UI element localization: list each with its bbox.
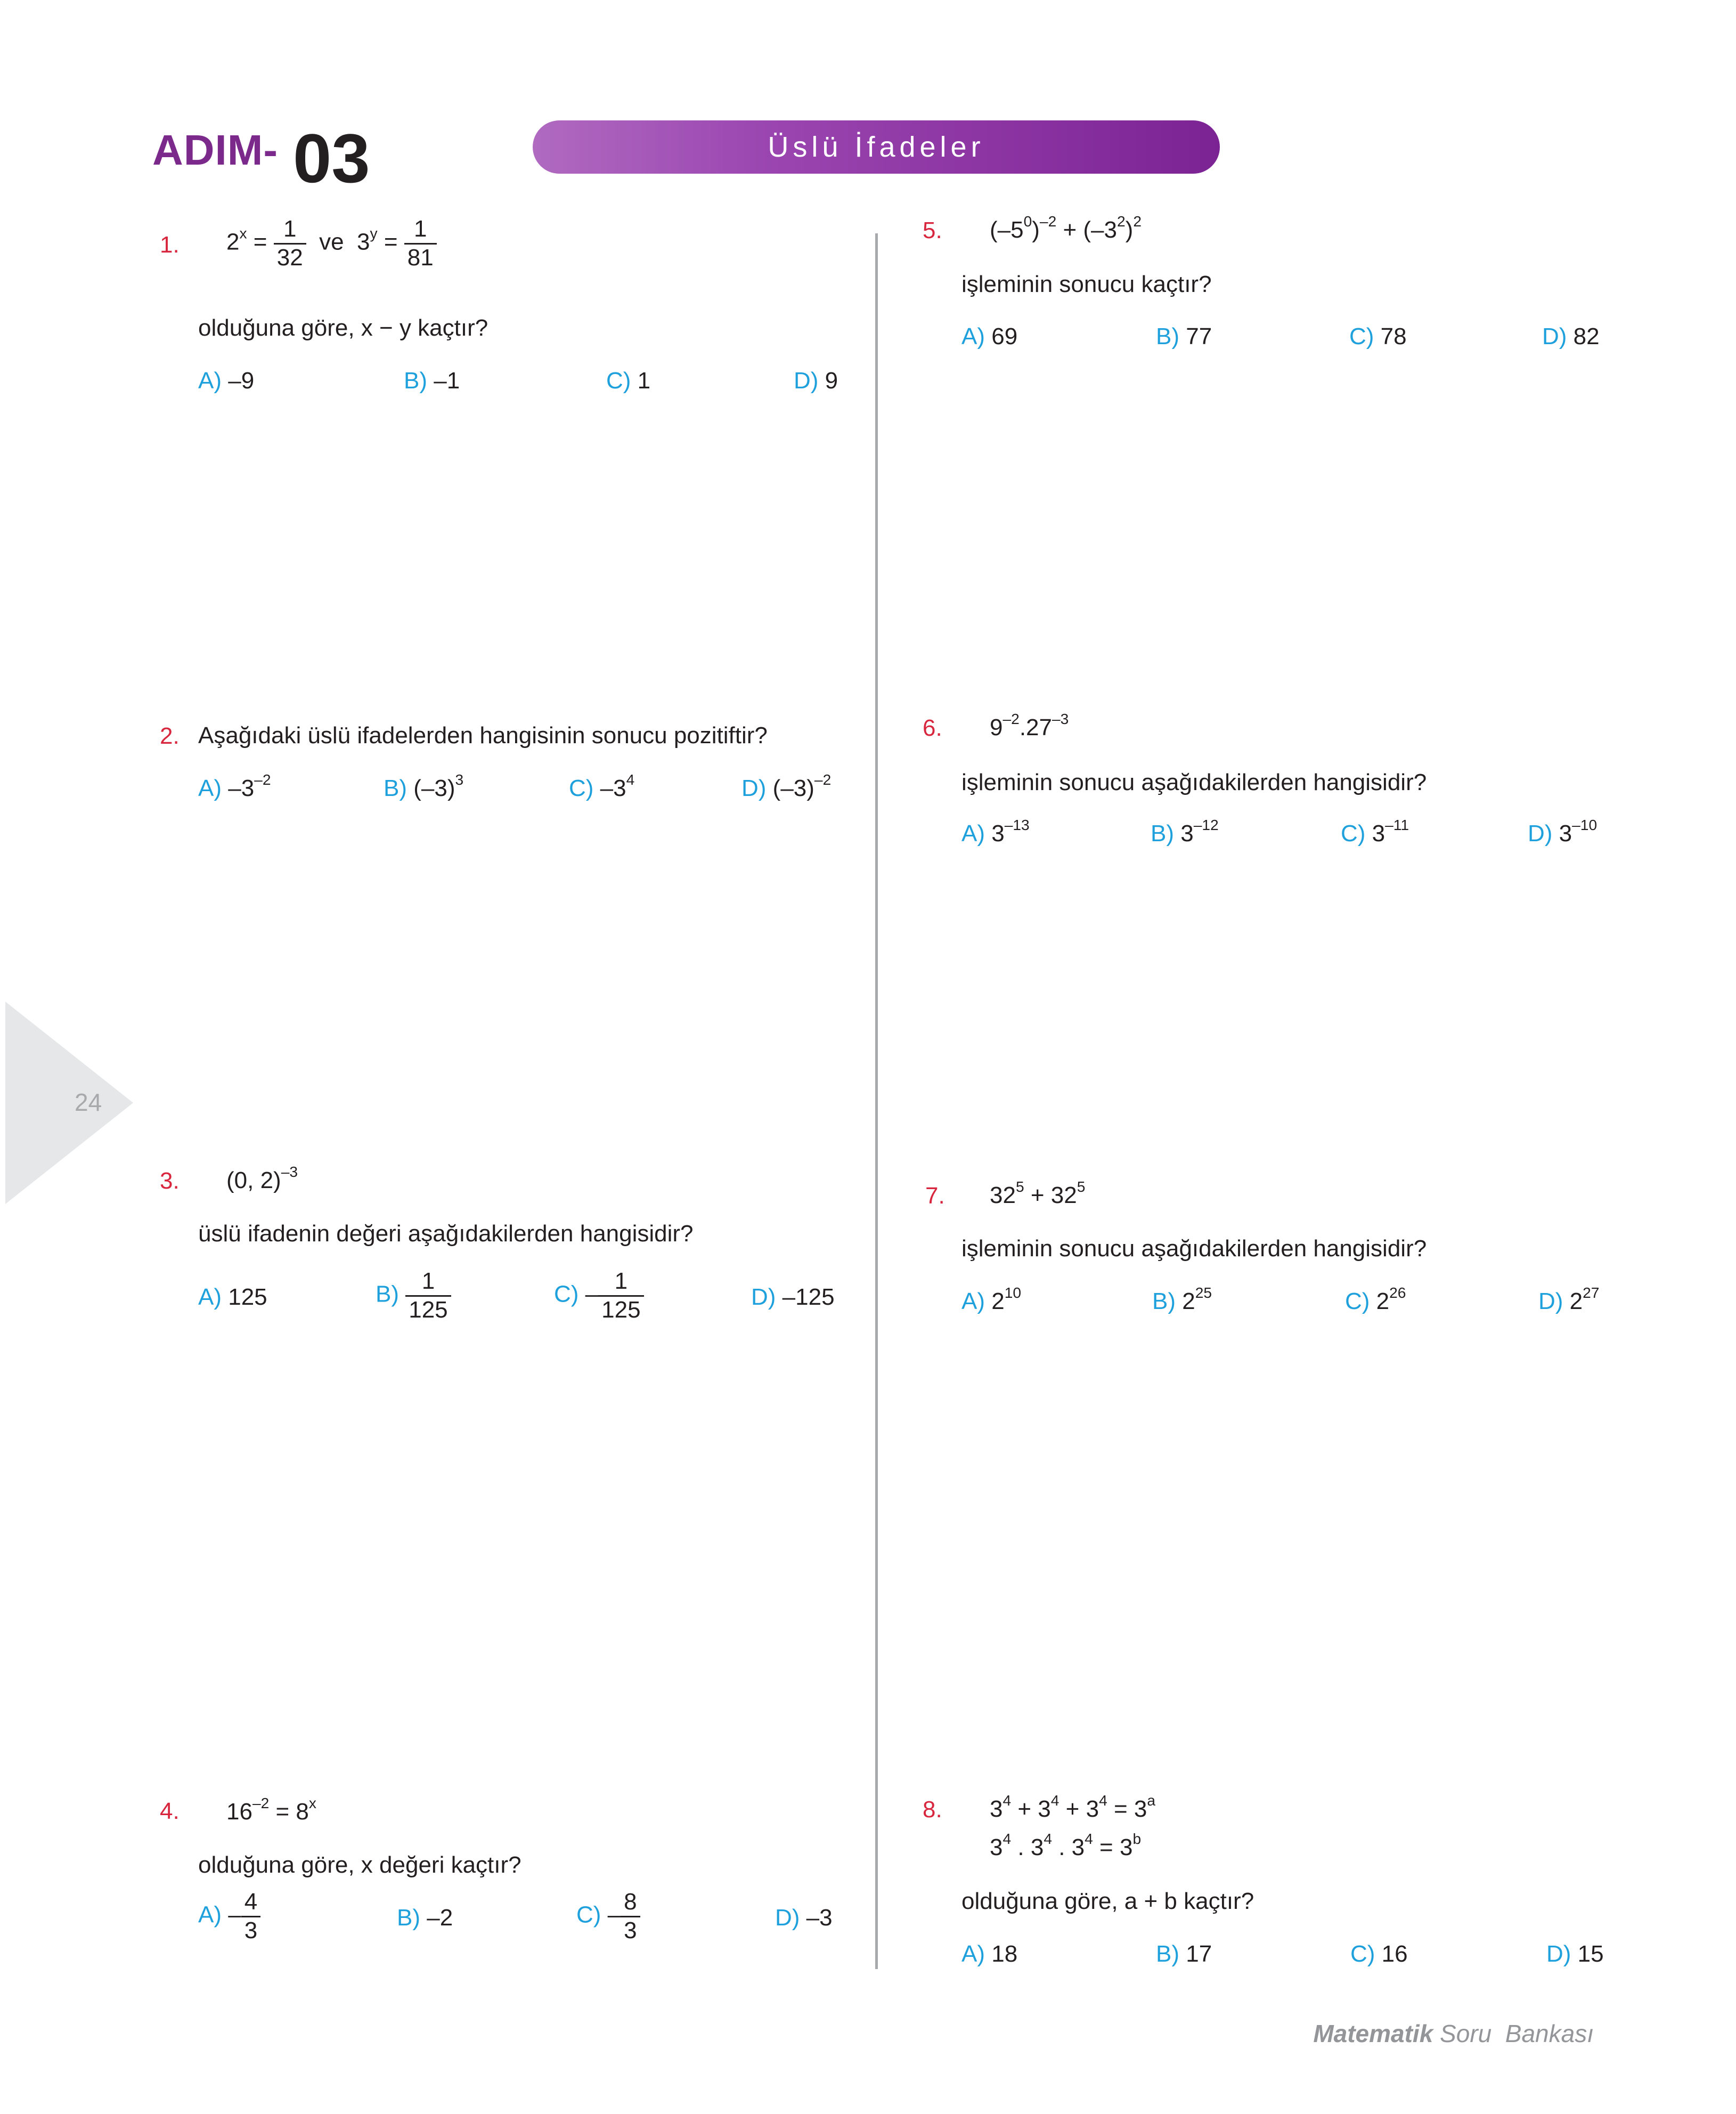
answer-option[interactable]: B) $(-3)^3$ — [384, 771, 464, 801]
answer-option[interactable]: C) $2^{26}$ — [1345, 1284, 1406, 1314]
answer-option[interactable]: A) $3^{-13}$ — [961, 816, 1030, 847]
question-number: 4. — [160, 1798, 180, 1824]
question-1-expression: $2^x$ = $\frac{1}{32}$ ve $3^y$ = $\frac{1}{81}$ — [226, 216, 437, 271]
question-6-text: işleminin sonucu aşağıdakilerden hangisidir? — [961, 769, 1427, 795]
page-number: 24 — [75, 1088, 102, 1116]
question-number: 2. — [160, 723, 180, 749]
answer-option[interactable]: C) $-3^4$ — [569, 771, 635, 801]
page-tab-arrow-icon — [5, 1002, 133, 1204]
answer-option[interactable]: C) 16 — [1350, 1941, 1408, 1967]
answer-option[interactable]: C) 1 — [606, 368, 651, 394]
section-title-bar: Üslü İfadeler — [533, 120, 1220, 174]
answer-option[interactable]: D) $2^{27}$ — [1538, 1284, 1600, 1314]
answer-option[interactable]: A) $2^{10}$ — [961, 1284, 1022, 1314]
answer-option[interactable]: B) –2 — [397, 1905, 453, 1931]
answer-option[interactable]: A) – $\frac{4}{3}$ — [198, 1889, 260, 1944]
question-number: 3. — [160, 1168, 180, 1194]
answer-option[interactable]: B) $2^{25}$ — [1152, 1284, 1212, 1314]
question-3-text: üslü ifadenin değeri aşağıdakilerden hangisidir? — [198, 1221, 694, 1247]
answer-option[interactable]: B) 17 — [1156, 1941, 1212, 1967]
answer-option[interactable]: D) –3 — [775, 1905, 833, 1931]
answer-option[interactable]: D) 15 — [1546, 1941, 1604, 1967]
answer-option[interactable]: C) – $\frac{8}{3}$ — [576, 1889, 640, 1944]
question-3-expression: (0, 2)$^{-3}$ — [226, 1163, 298, 1193]
answer-option[interactable]: D) 82 — [1542, 323, 1600, 349]
answer-option[interactable]: A) 125 — [198, 1284, 267, 1310]
answer-option[interactable]: C) $3^{-11}$ — [1341, 816, 1409, 847]
question-number: 8. — [923, 1796, 942, 1823]
question-2-text: Aşağıdaki üslü ifadelerden hangisinin sonucu pozitiftir? — [198, 722, 768, 749]
question-number: 1. — [160, 232, 180, 258]
answer-option[interactable]: B) –1 — [404, 368, 460, 394]
step-number: 03 — [293, 119, 370, 197]
question-1-text: olduğuna göre, x − y kaçtır? — [198, 315, 488, 341]
answer-option[interactable]: D) 9 — [794, 368, 838, 394]
answer-option[interactable]: A) $-3^{-2}$ — [198, 771, 271, 801]
answer-option[interactable]: A) –9 — [198, 368, 255, 394]
question-5-expression: $(-5^0)^{-2} + (-3^2)^2$ — [990, 213, 1142, 243]
question-4-text: olduğuna göre, x değeri kaçtır? — [198, 1852, 521, 1878]
answer-option[interactable]: C) – $\frac{1}{125}$ — [554, 1268, 644, 1323]
question-number: 5. — [923, 217, 942, 243]
question-8-expression-line-2: $3^4$ . $3^4$ . $3^4 = 3^b$ — [990, 1830, 1142, 1860]
question-8-text: olduğuna göre, a + b kaçtır? — [961, 1888, 1254, 1914]
answer-option[interactable]: D) $(-3)^{-2}$ — [741, 771, 832, 801]
answer-option[interactable]: A) 18 — [961, 1941, 1018, 1967]
question-5-text: işleminin sonucu kaçtır? — [961, 271, 1212, 297]
question-number: 6. — [923, 715, 942, 741]
question-6-expression: $9^{-2}.27^{-3}$ — [990, 710, 1069, 741]
answer-option[interactable]: D) –125 — [751, 1284, 835, 1310]
question-8-expression-line-1: $3^4 + 3^4 + 3^4 = 3^a$ — [990, 1792, 1156, 1822]
step-label: ADIM- — [152, 126, 279, 174]
question-number: 7. — [925, 1183, 945, 1209]
answer-option[interactable]: B) $\frac{1}{125}$ — [376, 1268, 451, 1323]
column-divider — [875, 233, 878, 1969]
answer-option[interactable]: B) 77 — [1156, 323, 1212, 349]
question-4-expression: $16^{-2} = 8^x$ — [226, 1794, 316, 1825]
answer-option[interactable]: C) 78 — [1349, 323, 1407, 349]
answer-option[interactable]: A) 69 — [961, 323, 1018, 349]
answer-option[interactable]: D) $3^{-10}$ — [1528, 816, 1598, 847]
answer-option[interactable]: B) $3^{-12}$ — [1151, 816, 1219, 847]
question-7-expression: $32^5 + 32^5$ — [990, 1178, 1086, 1208]
question-7-text: işleminin sonucu aşağıdakilerden hangisidir? — [961, 1235, 1427, 1262]
footer-book-title: Matematik Soru Bankası — [1313, 2020, 1594, 2047]
